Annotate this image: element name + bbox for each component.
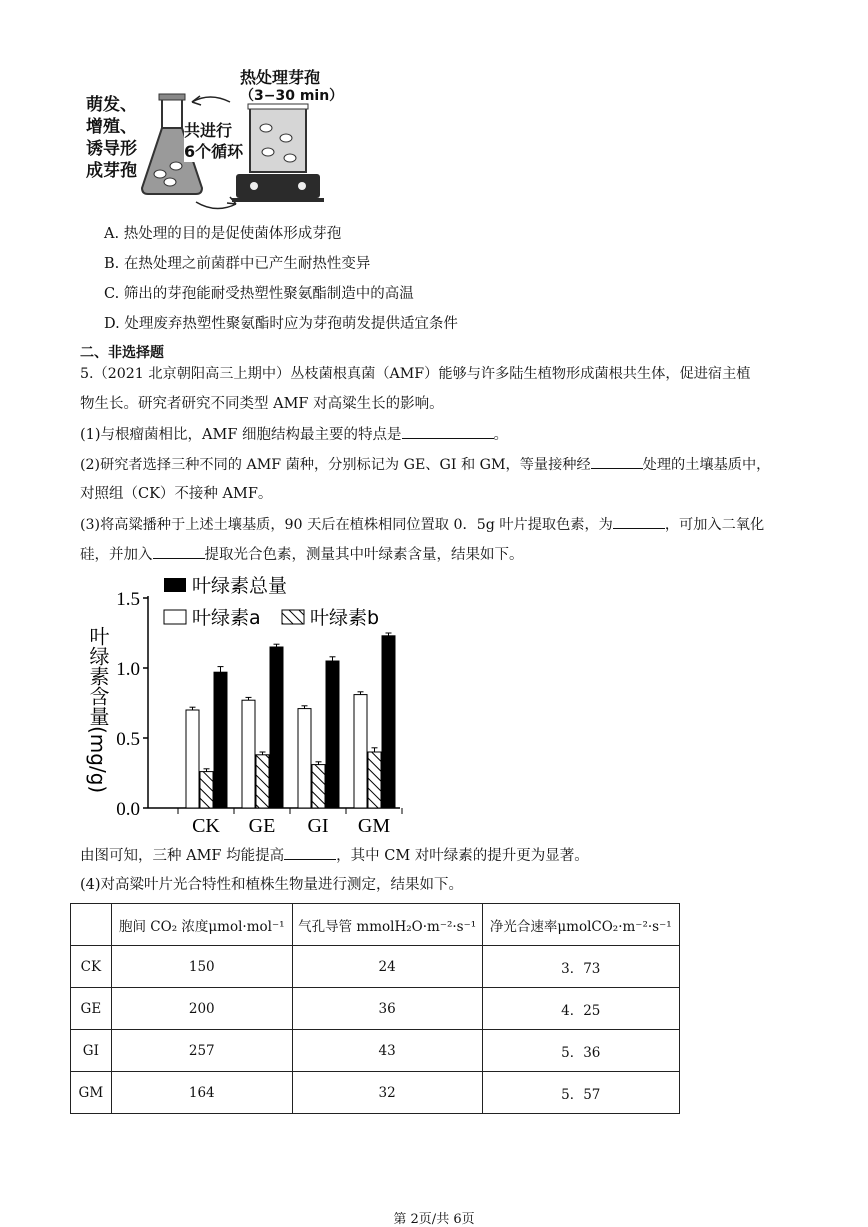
- y-tick-label: 1.0: [116, 659, 140, 680]
- left-label-line: 诱导形: [86, 139, 137, 159]
- page-footer: 第 2页/共 6页: [393, 1212, 475, 1227]
- diagram-left-label: [86, 94, 137, 182]
- bar: [368, 752, 381, 808]
- x-tick-label: GI: [307, 815, 329, 837]
- cycle-label: [184, 120, 243, 162]
- table-row: [71, 1072, 680, 1114]
- legend-swatch-total: [164, 578, 186, 592]
- legend-label-b: 叶绿素b: [310, 607, 380, 629]
- beaker-hotplate-icon: [232, 104, 324, 202]
- table-cell: GE: [71, 988, 112, 1030]
- section-title: 二、非选择题: [80, 345, 164, 361]
- bar: [270, 647, 283, 808]
- y-tick-label: 0.5: [116, 729, 140, 750]
- table-row: [71, 1030, 680, 1072]
- chlorophyll-bar-chart: [80, 570, 420, 840]
- table-header-row: [71, 904, 680, 946]
- q5-part3-line2-start: 硅，并加入: [80, 547, 153, 563]
- q5-part3-text: (3)将高粱播种于上述土壤基质，90 天后在植株相同位置取 0．5g 叶片提取色素，为: [80, 517, 613, 533]
- heat-label: [240, 68, 343, 106]
- y-axis-label: 叶绿素含量(mg/g): [86, 626, 110, 794]
- table-cell: 32: [292, 1072, 482, 1114]
- table-row: [71, 988, 680, 1030]
- option-b: B. 在热处理之前菌群中已产生耐热性变异: [104, 256, 371, 272]
- answer-blank-5[interactable]: [284, 845, 336, 860]
- bar: [382, 636, 395, 808]
- legend-label-a: 叶绿素a: [192, 607, 261, 629]
- q5-part1-end: 。: [493, 427, 509, 443]
- q5-part3: [80, 514, 764, 535]
- table-cell: GM: [71, 1072, 112, 1114]
- q5-part1: [80, 424, 508, 445]
- photosynthesis-table: [70, 903, 680, 1114]
- table-cell: 43: [292, 1030, 482, 1072]
- answer-blank-3[interactable]: [613, 514, 665, 529]
- table-cell: 3．73: [482, 946, 680, 988]
- q5-part1-text: (1)与根瘤菌相比，AMF 细胞结构最主要的特点是: [80, 427, 402, 443]
- q5-line1: 5.（2021 北京朝阳高三上期中）丛枝菌根真菌（AMF）能够与许多陆生植物形成菌根共生体，促进宿主植: [80, 366, 751, 382]
- cycle-label-line1: 共进行: [184, 121, 233, 140]
- table-cell: 150: [111, 946, 292, 988]
- heat-treatment-diagram: [80, 66, 344, 216]
- option-d: D. 处理废弃热塑性聚氨酯时应为芽孢萌发提供适宜条件: [104, 316, 458, 332]
- bar: [200, 772, 213, 808]
- bar: [186, 710, 199, 808]
- table-cell: [71, 904, 112, 946]
- q5-part2-end: 处理的土壤基质中，: [642, 457, 771, 473]
- heat-label-line1: 热处理芽孢: [240, 68, 321, 87]
- x-tick-label: GM: [357, 815, 391, 837]
- x-tick-label: GE: [248, 815, 276, 837]
- y-tick-label: 0.0: [116, 799, 140, 820]
- table-cell: 5．57: [482, 1072, 680, 1114]
- table-cell: 胞间 CO₂ 浓度μmol·mol⁻¹: [111, 904, 292, 946]
- left-label-line: 成芽孢: [86, 161, 137, 181]
- q5-part2-text: (2)研究者选择三种不同的 AMF 菌种，分别标记为 GE、GI 和 GM，等量接种经: [80, 457, 591, 473]
- answer-blank-2[interactable]: [591, 454, 643, 469]
- bar: [354, 695, 367, 808]
- after-chart-text-start: 由图可知，三种 AMF 均能提高: [80, 848, 285, 864]
- table-cell: 164: [111, 1072, 292, 1114]
- table-row: [71, 946, 680, 988]
- cycle-label-line2: 6个循环: [184, 142, 244, 161]
- q5-part4: (4)对高粱叶片光合特性和植株生物量进行测定，结果如下。: [80, 877, 464, 893]
- after-chart-text-end: ，其中 CM 对叶绿素的提升更为显著。: [336, 848, 589, 864]
- bar: [312, 765, 325, 808]
- table-cell: GI: [71, 1030, 112, 1072]
- q5-part3-mid: ，可加入二氧化: [664, 517, 765, 533]
- bar: [242, 700, 255, 808]
- table-cell: 36: [292, 988, 482, 1030]
- bar: [298, 709, 311, 808]
- q5-part3-line2-end: 提取光合色素，测量其中叶绿素含量，结果如下。: [204, 547, 524, 563]
- option-a: A. 热处理的目的是促使菌体形成芽孢: [104, 226, 342, 242]
- answer-blank-1[interactable]: [402, 424, 494, 439]
- answer-blank-4[interactable]: [153, 544, 205, 559]
- bar: [214, 672, 227, 808]
- legend-swatch-a: [164, 610, 186, 624]
- q5-part2-line2: 对照组（CK）不接种 AMF。: [80, 486, 273, 502]
- legend-swatch-b: [282, 610, 304, 624]
- bar: [326, 661, 339, 808]
- table-cell: 气孔导管 mmolH₂O·m⁻²·s⁻¹: [292, 904, 482, 946]
- heat-label-line2: （3−30 min）: [240, 88, 344, 104]
- after-chart-text: [80, 845, 589, 866]
- table-cell: 257: [111, 1030, 292, 1072]
- q5-part3-line2: [80, 544, 524, 565]
- table-cell: 200: [111, 988, 292, 1030]
- left-label-line: 增殖、: [86, 117, 137, 137]
- table-cell: 净光合速率μmolCO₂·m⁻²·s⁻¹: [482, 904, 680, 946]
- bar: [256, 755, 269, 808]
- option-c: C. 筛出的芽孢能耐受热塑性聚氨酯制造中的高温: [104, 286, 414, 302]
- table-cell: 4．25: [482, 988, 680, 1030]
- legend-label-total: 叶绿素总量: [192, 575, 288, 597]
- table-cell: CK: [71, 946, 112, 988]
- table-cell: 24: [292, 946, 482, 988]
- q5-line2: 物生长。研究者研究不同类型 AMF 对高粱生长的影响。: [80, 396, 444, 412]
- q5-part2: [80, 454, 770, 475]
- left-label-line: 萌发、: [86, 95, 137, 115]
- table-cell: 5．36: [482, 1030, 680, 1072]
- y-tick-label: 1.5: [116, 589, 140, 610]
- x-tick-label: CK: [192, 815, 220, 837]
